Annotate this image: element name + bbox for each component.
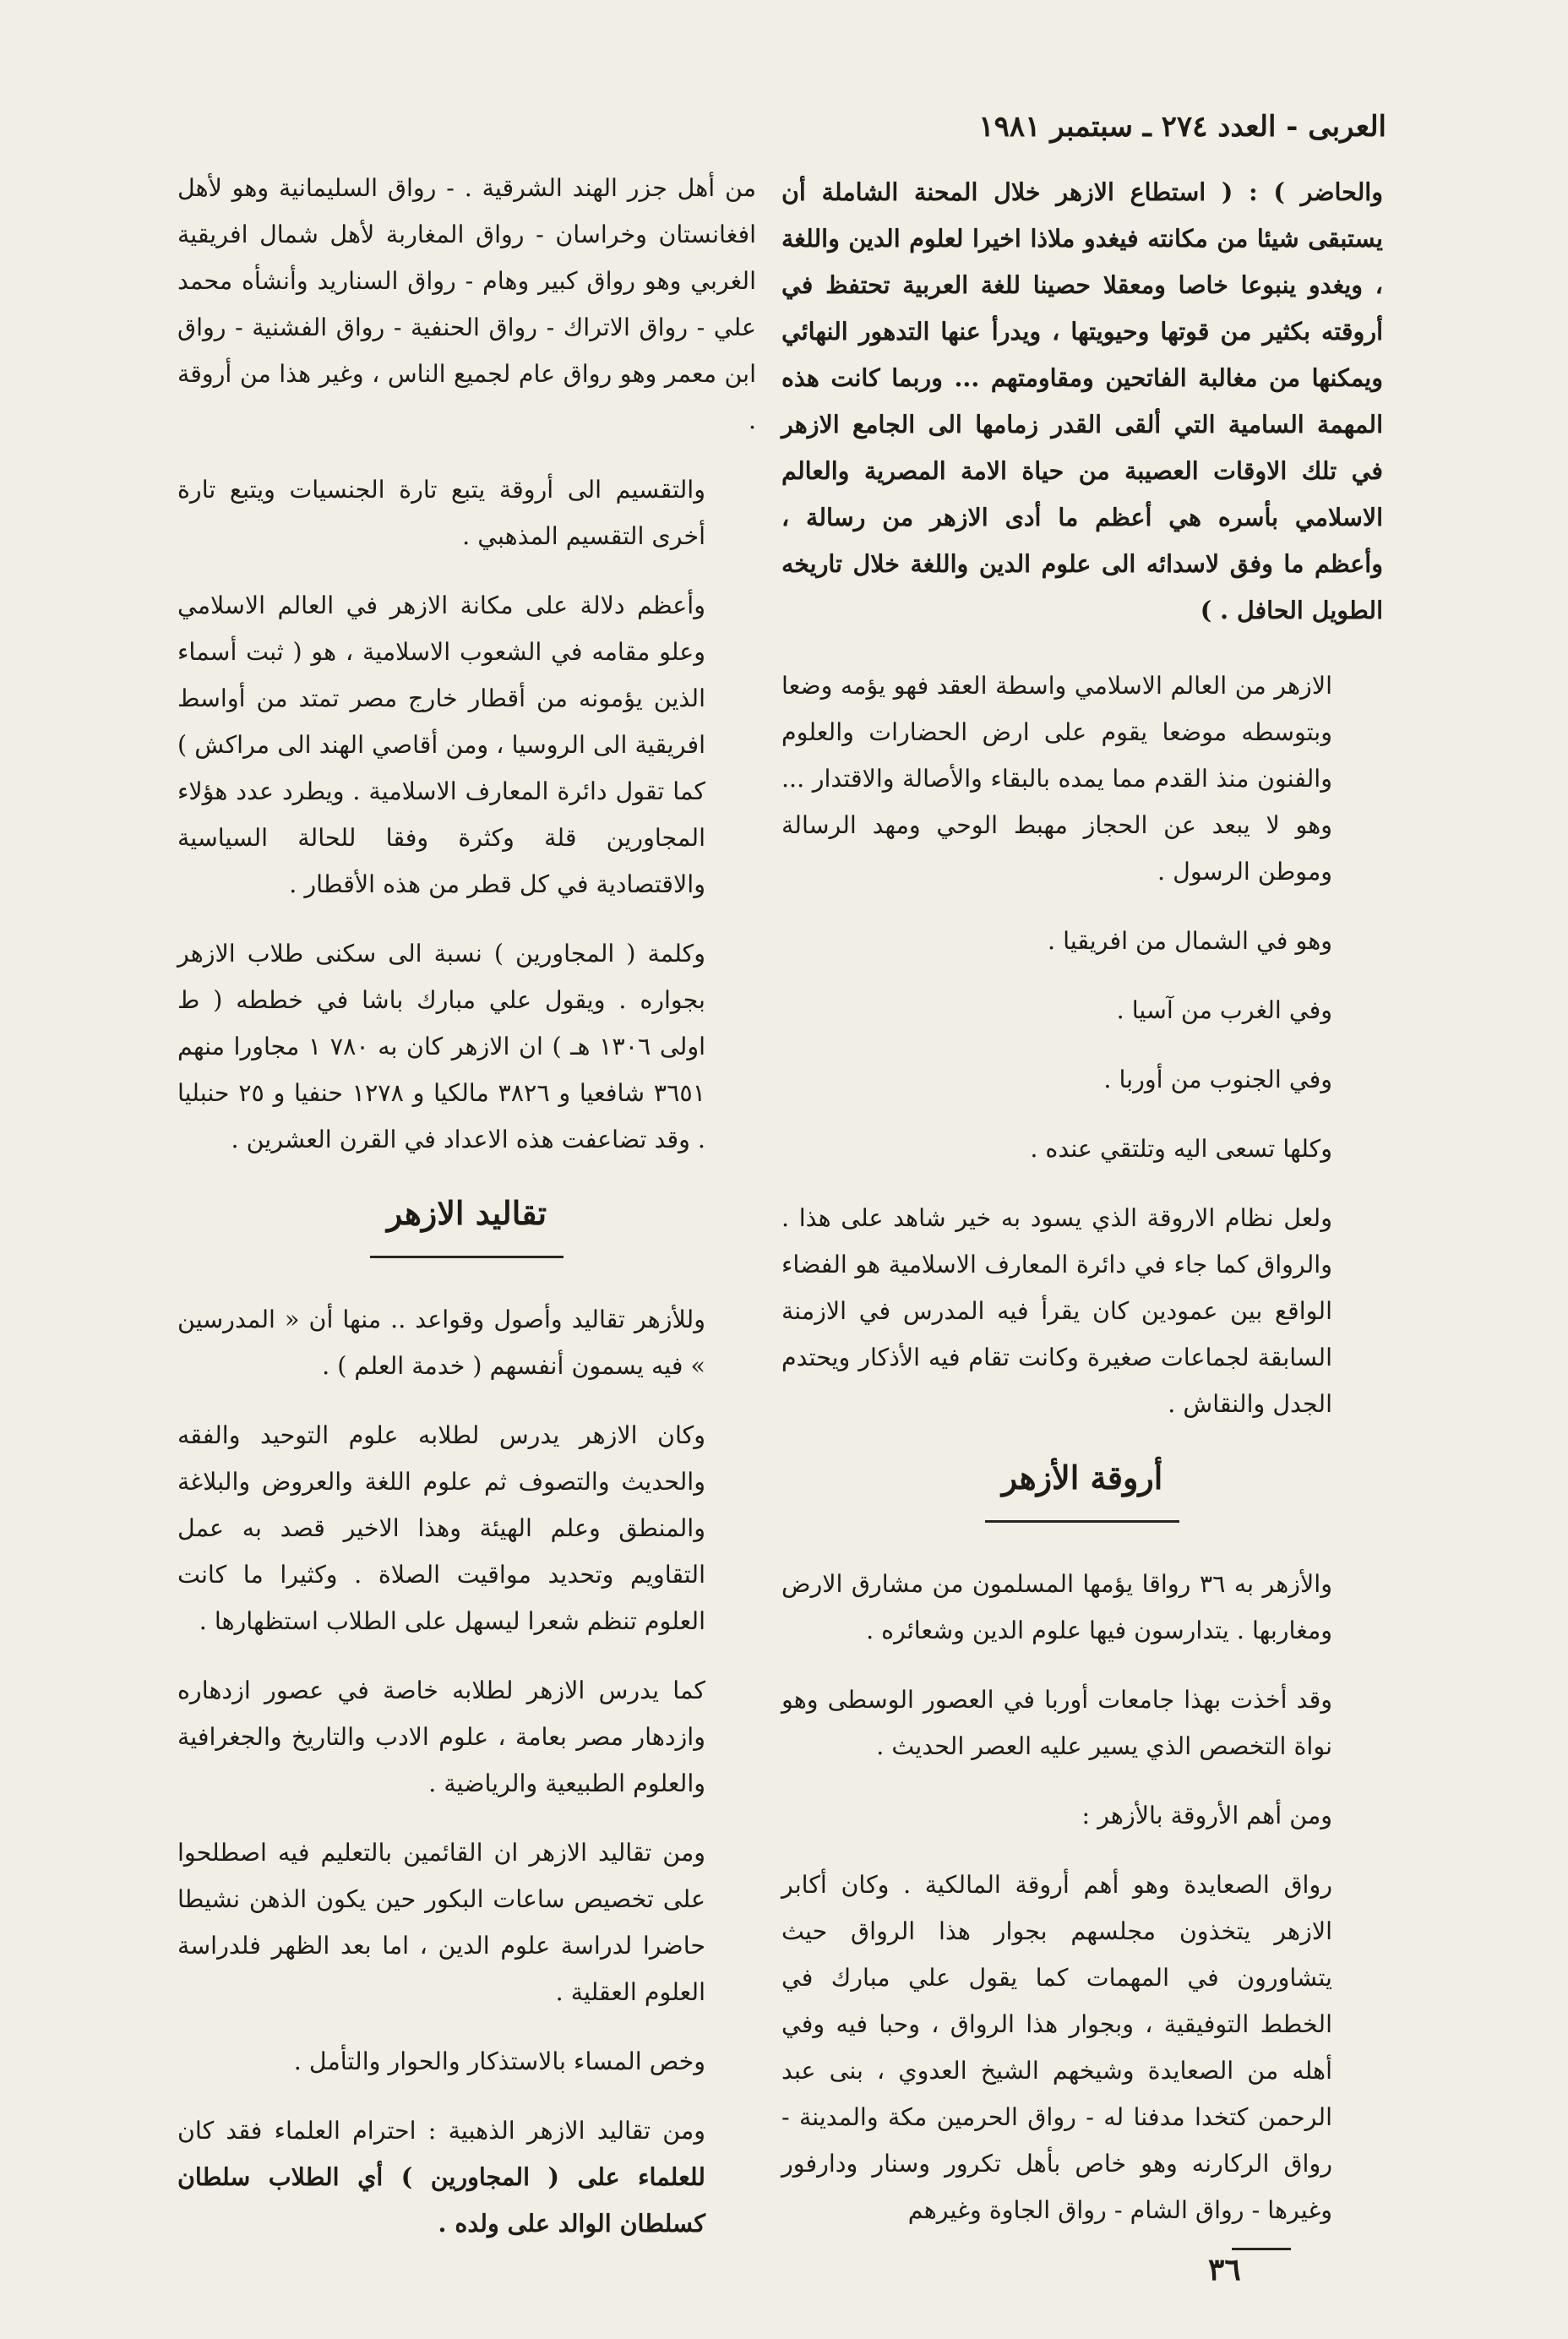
paragraph-riwaq-list-continued: من أهل جزر الهند الشرقية . - رواق السليمانية وهو لأهل افغانستان وخراسان - رواق المغاربة لأهل شمال افريقية الغربي وهو رواق كبير وهام - رواق السناريد وأنشأه محمد علي - رواق الاتراك - رواق الحنفية - رواق الفشنية - رواق ابن معمر وهو رواق عام لجميع الناس ، وغير هذا من أروقة .	[177, 174, 756, 434]
running-header: العربى - العدد ٢٧٤ ـ سبتمبر ١٩٨١	[978, 110, 1386, 144]
section-heading-taqalid-text: تقاليد الازهر	[370, 1188, 564, 1258]
respect-intro: ومن تقاليد الازهر الذهبية : احترام العلماء فقد كان	[177, 2117, 705, 2145]
paragraph-mujawirin: وكلمة ( المجاورين ) نسبة الى سكنى طلاب الازهر بجواره . ويقول علي مبارك باشا في خططه ( ط اولى ١٣٠٦ هـ ) ان الازهر كان به ٧٨٠ ١ مجاورا منهم ٣٦٥١ شافعيا و ٣٨٢٦ مالكيا و ١٢٧٨ حنفيا و ٢٥ حنبليا . وقد تضاعفت هذه الاعداد في القرن العشرين .	[177, 940, 705, 1153]
paragraph-status: وأعظم دلالة على مكانة الازهر في العالم الاسلامي وعلو مقامه في الشعوب الاسلامية ، هو ( ثبت أسماء الذين يؤمونه من أقطار خارج مصر تمتد من أواسط افريقية الى الروسيا ، ومن أقاصي الهند الى مراكش ) كما تقول دائرة المعارف الاسلامية . ويطرد عدد هؤلاء المجاورين قلة وكثرة وفقا للحالة السياسية والاقتصادية في كل قطر من هذه الأقطار .	[177, 592, 705, 898]
paragraph-36-riwaqs: والأزهر به ٣٦ رواقا يؤمها المسلمون من مشارق الارض ومغاربها . يتدارسون فيها علوم الدين وشعائره .	[781, 1570, 1332, 1644]
section-heading-arwiqa-text: أروقة الأزهر	[985, 1453, 1180, 1523]
quote-paragraph: والحاضر ) : ( استطاع الازهر خلال المحنة الشاملة أن يستبقى شيئا من مكانته فيغدو ملاذا اخيرا لعلوم الدين واللغة ، ويغدو ينبوعا خاصا ومعقلا حصينا للغة العربية تحتفظ في أروقته بكثير من قوتها وحيويتها ، ويدرأ عنها التدهور النهائي ويمكنها من مغالبة الفاتحين ومقاومتهم ... وربما كانت هذه المهمة السامية التي ألقى القدر زمامها الى الجامع الازهر في تلك الاوقات العصيبة من حياة الامة المصرية والعالم الاسلامي بأسره هي أعظم ما أدى الازهر من رسالة ، وأعظم ما وفق لاسدائه الى علوم الدين واللغة خلال تاريخه الطويل الحافل . )	[781, 177, 1383, 624]
paragraph-important-riwaqs: ومن أهم الأروقة بالأزهر :	[1081, 1802, 1332, 1829]
page-number-rule	[1232, 2248, 1291, 2250]
list-line-all: وكلها تسعى اليه وتلتقي عنده .	[1030, 1135, 1332, 1163]
list-line-south: وفي الجنوب من أوربا .	[1103, 1066, 1332, 1093]
paragraph-evening: وخص المساء بالاستذكار والحوار والتأمل .	[293, 2047, 705, 2075]
paragraph-division: والتقسيم الى أروقة يتبع تارة الجنسيات ويتبع تارة أخرى التقسيم المذهبي .	[177, 476, 705, 550]
page-number: ٣٦	[1208, 2252, 1241, 2287]
section-heading-taqalid	[177, 1188, 756, 1258]
section-heading-arwiqa	[781, 1453, 1383, 1523]
paragraph-riwaq-system: ولعل نظام الاروقة الذي يسود به خير شاهد على هذا . والرواق كما جاء في دائرة المعارف الاسلامية هو الفضاء الواقع بين عمودين كان يقرأ فيه المدرس في الازمنة السابقة لجماعات صغيرة وكانت تقام فيه الأذكار ويحتدم الجدل والنقاش .	[781, 1204, 1332, 1418]
paragraph-riwaq-list: رواق الصعايدة وهو أهم أروقة المالكية . وكان أكابر الازهر يتخذون مجلسهم بجوار هذا الرواق حيث يتشاورون في المهمات كما يقول علي مبارك في الخطط التوفيقية ، وبجوار هذا الرواق ، وحبا فيه وفي أهله من الصعايدة وشيخهم الشيخ العدوي ، بنى عبد الرحمن كتخدا مدفنا له - رواق الحرمين مكة والمدينة - رواق الركارنه وهو خاص بأهل تكرور وسنار ودارفور وغيرها - رواق الشام - رواق الجاوة وغيرهم	[781, 1871, 1332, 2224]
paragraph-sciences: وكان الازهر يدرس لطلابه علوم التوحيد والفقه والحديث والتصوف ثم علوم اللغة والعروض والبلاغة والمنطق وعلم الهيئة وهذا الاخير قصد به عمل التقاويم وتحديد مواقيت الصلاة . وكثيرا ما كانت العلوم تنظم شعرا ليسهل على الطلاب استظهارها .	[177, 1421, 705, 1635]
list-line-west: وفي الغرب من آسيا .	[1116, 996, 1332, 1024]
left-column	[177, 165, 756, 2270]
respect-bold: للعلماء على ( المجاورين ) أي الطلاب سلطان كسلطان الوالد على ولده .	[177, 2162, 705, 2238]
paragraph-europe-universities: وقد أخذت بهذا جامعات أوربا في العصور الوسطى وهو نواة التخصص الذي يسير عليه العصر الحديث .	[781, 1686, 1332, 1760]
paragraph-morning-hours: ومن تقاليد الازهر ان القائمين بالتعليم فيه اصطلحوا على تخصيص ساعات البكور حين يكون الذهن نشيطا حاضرا لدراسة علوم الدين ، اما بعد الظهر فلدراسة العلوم العقلية .	[177, 1839, 705, 2006]
paragraph-literature: كما يدرس الازهر لطلابه خاصة في عصور ازدهاره وازدهار مصر بعامة ، علوم الادب والتاريخ والجغرافية والعلوم الطبيعية والرياضية .	[177, 1677, 705, 1797]
paragraph-respect	[177, 2107, 756, 2247]
list-line-north: وهو في الشمال من افريقيا .	[1047, 927, 1332, 955]
paragraph-azhar-position: الازهر من العالم الاسلامي واسطة العقد فهو يؤمه وضعا وبتوسطه موضعا يقوم على ارض الحضارات والعلوم والفنون منذ القدم مما يمده بالبقاء والأصالة والاقتدار ... وهو لا يبعد عن الحجاز مهبط الوحي ومهد الرسالة وموطن الرسول .	[781, 672, 1332, 886]
right-column	[781, 169, 1383, 2256]
paragraph-traditions: وللأزهر تقاليد وأصول وقواعد .. منها أن « المدرسين » فيه يسمون أنفسهم ( خدمة العلم ) .	[177, 1306, 705, 1380]
